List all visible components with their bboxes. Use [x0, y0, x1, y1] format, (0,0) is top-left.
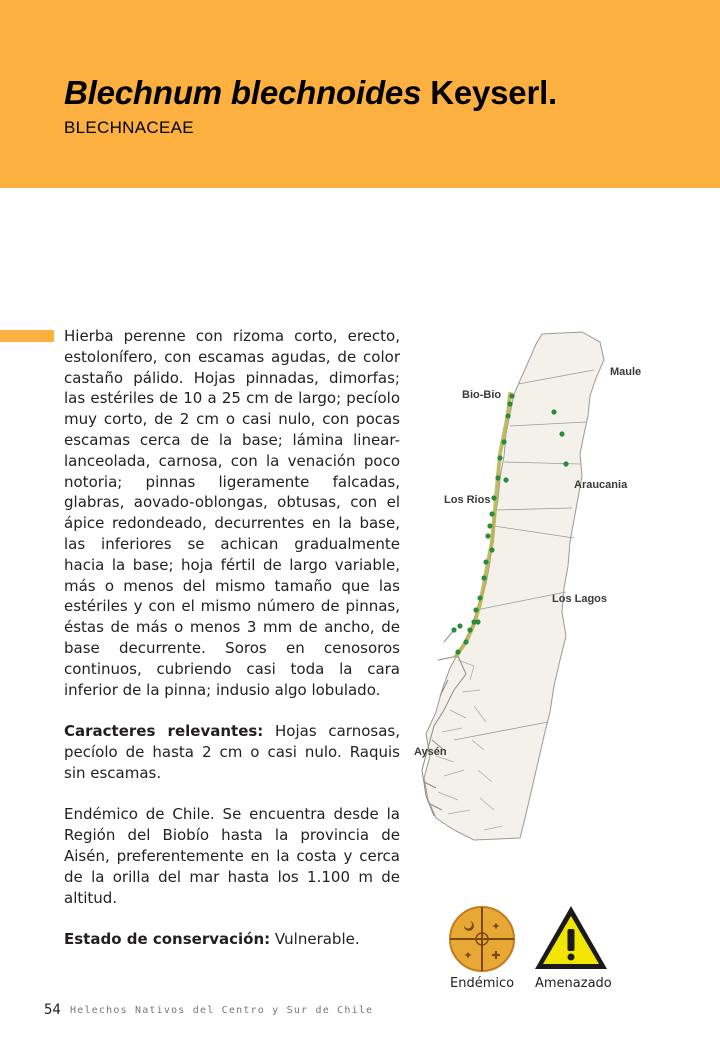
family-name: BLECHNACEAE	[64, 118, 194, 137]
threatened-badge	[532, 903, 610, 973]
chile-landmass	[424, 332, 604, 840]
map-svg	[414, 330, 648, 842]
svg-text:✚: ✚	[491, 949, 501, 962]
occurrence-point	[503, 477, 508, 482]
svg-text:✦: ✦	[463, 949, 473, 962]
map-label-loslagos: Los Lagos	[552, 593, 608, 605]
occurrence-point	[551, 409, 556, 414]
species-description	[64, 326, 400, 971]
occurrence-point	[485, 533, 490, 538]
occurrence-point	[489, 511, 494, 516]
species-binomial: Blechnum blechnoides	[64, 74, 422, 111]
species-title	[64, 74, 557, 112]
occurrence-point	[563, 461, 568, 466]
occurrence-point	[487, 523, 492, 528]
endemic-badge	[448, 905, 516, 973]
threatened-label: Amenazado	[535, 976, 612, 991]
occurrence-point	[463, 639, 468, 644]
occurrence-point	[501, 439, 506, 444]
endemic-icon	[448, 905, 516, 973]
occurrence-point	[491, 495, 496, 500]
occurrence-point	[475, 619, 480, 624]
svg-text:✦: ✦	[491, 920, 501, 933]
occurrence-point	[451, 627, 456, 632]
occurrence-point	[495, 475, 500, 480]
section-marker	[0, 330, 54, 342]
occurrence-point	[455, 649, 460, 654]
occurrence-point	[489, 547, 494, 552]
endemic-label: Endémico	[450, 976, 515, 991]
species-author: Keyserl.	[430, 74, 558, 111]
warning-icon	[532, 903, 610, 973]
relevant-characters-text: Hojas carnosas, pecíolo de hasta 2 cm o casi nulo. Raquis sin escamas.	[64, 722, 400, 782]
occurrence-point	[483, 559, 488, 564]
occurrence-point	[481, 575, 486, 580]
occurrence-point	[559, 431, 564, 436]
map-label-biobio: Bio-Bio	[462, 389, 502, 401]
conservation-value: Vulnerable.	[270, 930, 360, 949]
book-title: Helechos Nativos del Centro y Sur de Chile	[70, 1005, 374, 1016]
description-paragraph: Hierba perenne con rizoma corto, erecto, estolonífero, con escamas agudas, de color castaño pálido. Hojas pinnadas, dimorfas; las estériles de 10 a 25 cm de largo; pecíolo muy corto, de 2 cm o casi nulo, con pocas escamas cerca de la base; lámina linear-lanceolada, carnosa, con la venación poco notoria; pinnas ligeramente falcadas, glabras, aovado-oblongas, obtusas, con el ápice redondeado, decurrentes en la base, las inferiores se achican gradualmente hacia la base; hoja fértil de largo variable, más o menos del mismo tamaño que las estériles y con el mismo número de pinnas, éstas de más o menos 3 mm de ancho, de base decurrente. Soros en cenosoros continuos, cubriendo casi toda la cara inferior de la pinna; indusio algo lobulado.	[64, 327, 400, 699]
conservation-label: Estado de conservación:	[64, 930, 271, 949]
map-label-maule: Maule	[610, 366, 642, 378]
occurrence-point	[473, 607, 478, 612]
conservation-status	[64, 929, 400, 950]
relevant-characters	[64, 721, 400, 783]
map-label-araucania: Araucania	[574, 479, 628, 491]
occurrence-point	[505, 413, 510, 418]
page-number: 54	[44, 1002, 61, 1018]
occurrence-point	[467, 627, 472, 632]
occurrence-point	[509, 393, 514, 398]
occurrence-point	[507, 401, 512, 406]
distribution-paragraph: Endémico de Chile. Se encuentra desde la Región del Biobío hasta la provincia de Aisén, preferentemente en la costa y cerca de la orilla del mar hasta los 1.100 m de altitud.	[64, 805, 400, 907]
map-label-aysen: Aysén	[414, 746, 447, 758]
distribution-map	[414, 330, 648, 842]
relevant-characters-label: Caracteres relevantes:	[64, 722, 264, 741]
occurrence-point	[477, 595, 482, 600]
occurrence-point	[457, 623, 462, 628]
occurrence-point	[497, 455, 502, 460]
map-label-losrios: Los Rios	[444, 494, 491, 506]
